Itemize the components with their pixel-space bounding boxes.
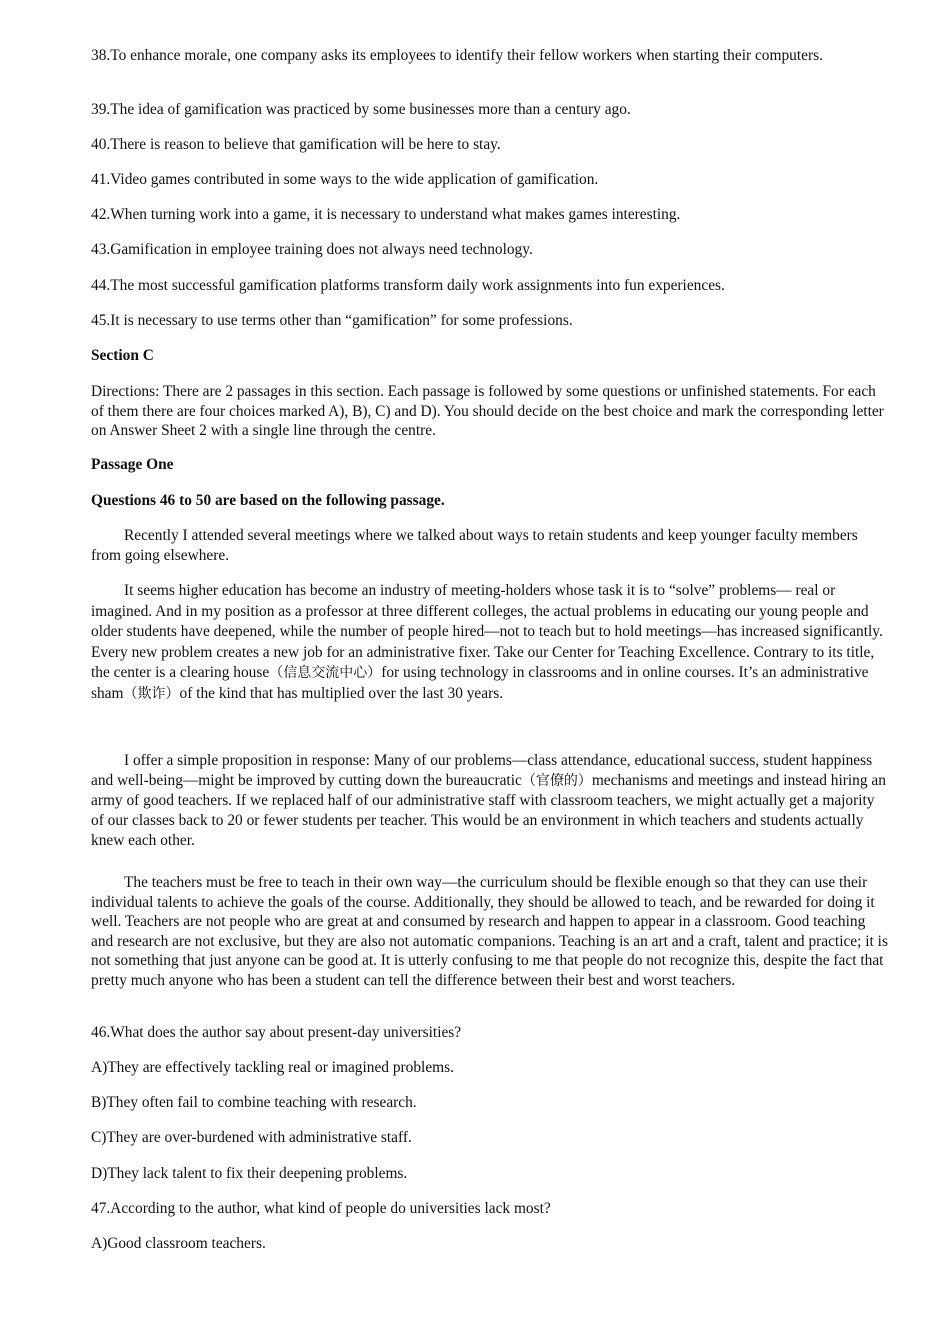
gloss-clearing-house: （信息交流中心） xyxy=(269,665,382,681)
question-46-option-a: A)They are effectively tackling real or imagined problems. xyxy=(91,1059,454,1076)
question-47-option-a: A)Good classroom teachers. xyxy=(91,1235,266,1252)
gloss-bureaucratic: （官僚的） xyxy=(521,773,592,789)
passage-one-subtitle: Questions 46 to 50 are based on the following passage. xyxy=(91,492,445,509)
paragraph-2-text-b: for using technology in classrooms and in online courses. It’s an administrative sham xyxy=(91,664,869,702)
passage-one-heading: Passage One xyxy=(91,456,174,473)
statement-41: 41.Video games contributed in some ways to the wide application of gamification. xyxy=(91,171,599,188)
section-c-directions: Directions: There are 2 passages in this section. Each passage is followed by some questions or unfinished statements. For each of them there are four choices marked A), B), C) and D). You should decide on the best choice and mark the corresponding letter on Answer Sheet 2 with a single line through the centre. xyxy=(91,383,884,439)
question-46-option-b: B)They often fail to combine teaching with research. xyxy=(91,1094,417,1111)
statement-38: 38.To enhance morale, one company asks its employees to identify their fellow workers when starting their computers. xyxy=(91,47,823,64)
gloss-sham: （欺诈） xyxy=(123,685,180,702)
statement-40: 40.There is reason to believe that gamification will be here to stay. xyxy=(91,136,501,153)
paragraph-2-text-c: of the kind that has multiplied over the last 30 years. xyxy=(179,684,504,702)
statement-39: 39.The idea of gamification was practiced by some businesses more than a century ago. xyxy=(91,101,631,118)
paragraph-3-text-b: mechanisms and meetings and instead hiring an army of good teachers. If we replaced half of our administrative staff with classroom teachers, we might actually get a majority of our classes back to 20 or fewer students per teacher. This would be an environment in which teachers and students actually knew each other. xyxy=(91,772,886,849)
passage-paragraph-1: Recently I attended several meetings where we talked about ways to retain students and keep younger faculty members from going elsewhere. xyxy=(91,527,858,564)
passage-paragraph-2 xyxy=(91,581,888,704)
statement-44: 44.The most successful gamification platforms transform daily work assignments into fun experiences. xyxy=(91,277,725,294)
paragraph-2-text-a: It seems higher education has become an industry of meeting-holders whose task it is to “solve” problems— real or imagined. And in my position as a professor at three different colleges, the actual problems in educating our young people and older students have deepened, while the number of people hired—not to teach but to hold meetings—has increased significantly. Every new problem creates a new job for an administrative fixer. Take our Center for Teaching Excellence. Contrary to its title, the center is a clearing house xyxy=(91,582,883,681)
statement-43: 43.Gamification in employee training does not always need technology. xyxy=(91,241,533,258)
paragraph-3-text-a: I offer a simple proposition in response: Many of our problems—class attendance, educational success, student happiness and well-being—might be improved by cutting down the bureaucratic xyxy=(91,752,873,789)
statement-42: 42.When turning work into a game, it is necessary to understand what makes games interesting. xyxy=(91,206,681,223)
passage-paragraph-3 xyxy=(91,751,888,851)
question-46-option-d: D)They lack talent to fix their deepening problems. xyxy=(91,1165,408,1182)
question-47: 47.According to the author, what kind of people do universities lack most? xyxy=(91,1200,551,1217)
question-46-option-c: C)They are over-burdened with administrative staff. xyxy=(91,1129,412,1146)
section-c-heading: Section C xyxy=(91,347,154,364)
statement-45: 45.It is necessary to use terms other than “gamification” for some professions. xyxy=(91,312,573,329)
question-46: 46.What does the author say about present-day universities? xyxy=(91,1024,462,1041)
passage-paragraph-4: The teachers must be free to teach in their own way—the curriculum should be flexible enough so that they can use their individual talents to achieve the goals of the course. Additionally, they should be allowed to teach, and be rewarded for doing it well. Teachers are not people who are great at and consumed by research and happen to appear in a classroom. Good teaching and research are not exclusive, but they are also not automatic companions. Teaching is an art and a craft, talent and practice; it is not something that just anyone can be good at. It is utterly confusing to me that people do not recognize this, despite the fact that pretty much anyone who has been a student can tell the difference between their best and worst teachers. xyxy=(91,874,888,989)
